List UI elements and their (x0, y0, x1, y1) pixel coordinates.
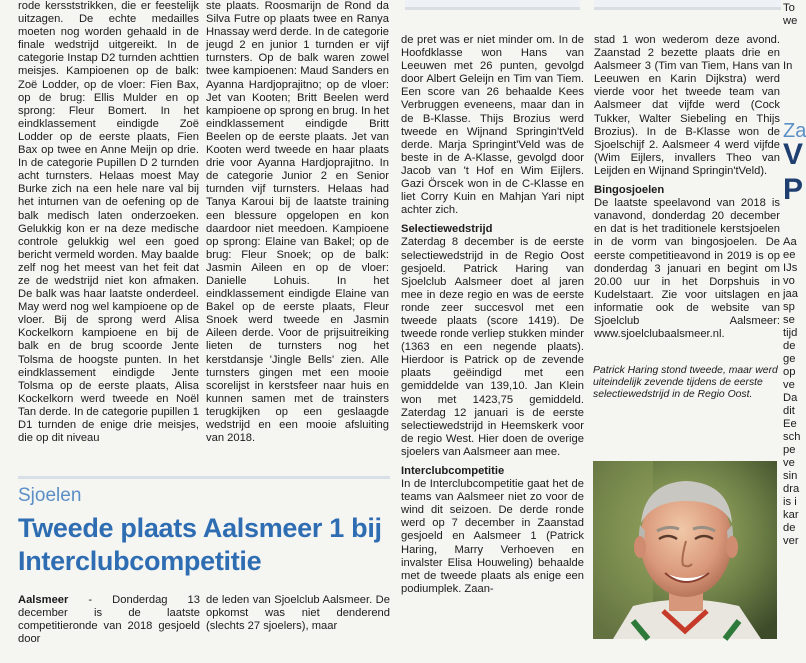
article1-column-1: rode kersststrikken, die er feestelijk uitzagen. De echte medailles moeten nog worden gehaald in de finale wedstrijd uitgereikt. In de categorie Instap D2 turnden achttien meisjes. Kampioenen op de balk: Zoë Lodder, op de vloer: Fien Bax, op de brug: Ellis Mulder en op sprong: Fleur Bomert. In het eindklassement eindigde Zoë Lodder op de eerste plaats, Fien Bax op twee en Anne Meijn op drie. In de categorie Pupillen D 2 turnden acht turnsters. Helaas moest May Burke zich na een hele nare val bij het inturnen van de oefening op de balk medisch laten onderzoeken. Gelukkig kon er na deze medische controle gelukkig wel een goed bericht vermeld worden. May baalde zelf nog het meest van het feit dat ze de wedstrijd niet kon afmaken. De balk was haar laatste onderdeel. May werd nog wel kampioene op de vloer. Bij de sprong werd Alisa Kockelkorn kampioene en bij de balk en de brug scoorde Jente Tolsma de hoogste punten. In het eindklassement eindigde Jente Tolsma op de eerste plaats, Alisa Kockelkorn werd tweede en Noël Tan derde. In de categorie pupillen 1 D1 turnden de enige drie meisjes, die op dit niveau (18, 0, 199, 445)
section-divider (18, 476, 390, 479)
portrait-illustration (593, 461, 777, 639)
top-image-strip-right (594, 0, 781, 10)
adjacent-article-edge: To we In Za V P Aa ee IJs vo jaa sp se tijd de ge op ve Da dit Ee sch pe ve sin dra is i kar de ver (783, 2, 806, 547)
dateline: Aalsmeer (18, 594, 69, 606)
photo-caption: Patrick Haring stond tweede, maar werd uiteindelijk zevende tijdens de eerste selectiewedstrijd in de Regio Oost. (593, 365, 778, 401)
section-kicker: Sjoelen (18, 485, 82, 506)
subheading-selectie: Selectiewedstrijd (401, 223, 493, 236)
article2-column-4: stad 1 won wederom deze avond. Zaanstad 2 bezette plaats drie en Aalsmeer 3 (Tim van Tiem, Hans van Leeuwen en Karin Dijkstra) werd vierde voor het tweede team van Aalsmeer dat vijfde werd (Cock Tukker, Walter Siebeling en Thijs Brozius). In de B-Klasse won de Sjoelschijf 2. Aalsmeer 4 werd vijfde (Wim Eijlers, invallers Theo van Leijden en Wijnand Springin'tVeld). Bingosjoelen De laatste speelavond van 2018 is vanavond, donderdag 20 december en dat is het traditionele kerstsjoelen in de vorm van bingosjoelen. De eerste competitieavond in 2019 is op donderdag 3 januari en begint om 20.00 uur in het Dorpshuis in Kudelstaart. Zie voor uitslagen en informatie ook de website van Sjoelclub Aalsmeer: www.sjoelclubaalsmeer.nl. (594, 34, 780, 341)
article-headline: Tweede plaats Aalsmeer 1 bij Interclubcompetitie (18, 513, 382, 576)
article2-intro-col1: Aalsmeer - Donderdag 13 december is de laatste competitieronde van 2018 gesjoeld door (18, 594, 200, 646)
article2-intro-col2: de leden van Sjoelclub Aalsmeer. De opkomst was niet denderend (slechts 27 sjoelers), maar (206, 594, 390, 633)
subheading-bingo: Bingosjoelen (594, 184, 665, 197)
article2-column-3: de pret was er niet minder om. In de Hoofdklasse won Hans van Leeuwen met 26 punten, gevolgd door Albert Geleijn en Tim van Tiem. Een score van 26 behaalde Kees Verbruggen eveneens, maar dan in de B-Klasse. Thijs Brozius werd tweede en Wijnand Springin'tVeld derde. Marja Springint'Veld was de beste in de A-Klasse, gevolgd door Jacob van 't Hof en Wim Eijlers. Gazi Örscek won in de C-Klasse en liet Corry Kuin en Mahjan Yari nipt achter zich. Selectiewedstrijd Zaterdag 8 december is de eerste selectiewedstrijd in de Regio Oost gesjoeld. Patrick Haring van Sjoelclub Aalsmeer doet al jaren mee in deze regio en was de eerste ronde zeer succesvol met een tweede plaats (score 1419). De tweede ronde verliep stukken minder (1363 en een negende plaats). Hierdoor is Patrick op de zevende plaats geëindigd met een gemiddelde van 139,10. Jan Klein won met 1423,75 gemiddeld. Zaterdag 12 januari is de eerste selectiewedstrijd in Heemskerk voor de regio West. Hier doen de overige sjoelers van Aalsmeer aan mee. Interclubcompetitie In de Interclubcompetitie gaat het de teams van Aalsmeer niet zo voor de wind dit seizoen. De derde ronde werd op 7 december in Zaanstad gesjoeld en Aalsmeer 1 (Patrick Haring, Marry Verhoeven en invalster Elisa Houweling) behaalde met de tweede plaats als enige een podiumplek. Zaan- (401, 34, 584, 595)
top-image-strip-left (405, 0, 580, 10)
portrait-photo (593, 461, 777, 639)
subheading-interclub: Interclubcompetitie (401, 465, 505, 477)
article1-column-2: ste plaats. Roosmarijn de Rond da Silva Futre op plaats twee en Ranya Hnassay werd derde. In de categorie jeugd 2 en junior 1 turnden er vijf turnsters. Op de balk waren zowel twee kampioenen: Maud Sanders en Ayanna Hardjoprajitno; op de vloer: Jet van Kooten; Britt Beelen werd kampioene op sprong en brug. In het eindklassement eindigde Britt Beelen op de eerste plaats. Jet van Kooten werd tweede en haar plaats drie voor Ayanna Hardjoprajitno. In de categorie Junior 2 en Senior turnden vijf turnsters. Helaas had Tanya Karoui bij de laatste training een blessure opgelopen en kon daardoor niet meedoen. Kampioene op sprong: Elaine van Bakel; op de brug: Fleur Snoek; op de balk: Jasmin Aileen en op de vloer: Danielle Lohuis. In het eindklassement eindigde Elaine van Bakel op de eerste plaats, Fleur Snoek werd tweede en Jasmin Aileen derde. Voor de prijsuitreiking lieten de turnsters nog het kerstdansje 'Jingle Bells' zien. Alle turnsters gingen met een mooie scorelijst in kerstsfeer naar huis en kunnen samen met de trainsters terugkijken op een geslaagde wedstrijd en een mooie afsluiting van 2018. (206, 0, 389, 445)
